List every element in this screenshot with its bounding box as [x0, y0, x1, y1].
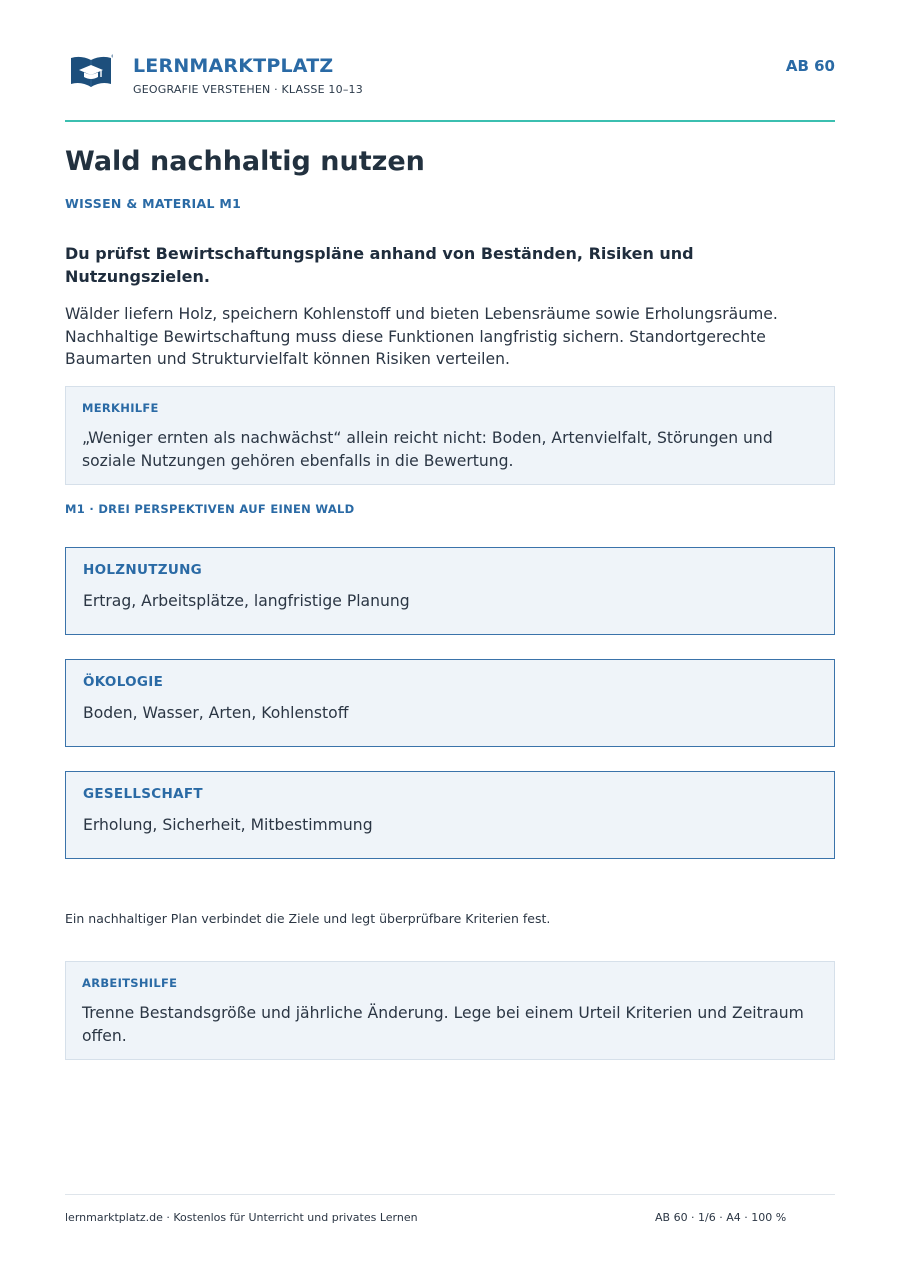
card-title: HOLZNUTZUNG — [83, 562, 203, 578]
footer-site-link: lernmarktplatz.de · Kostenlos für Unterricht und privates Lernen — [65, 1211, 418, 1224]
card-title: ÖKOLOGIE — [83, 674, 164, 690]
sheet-id: AB 60 — [785, 57, 835, 75]
arbeitshilfe-box — [65, 961, 835, 1060]
card-text: Erholung, Sicherheit, Mitbestimmung — [83, 816, 373, 834]
intro-text: Wälder liefern Holz, speichern Kohlenstoff und bieten Lebensräume sowie Erholungsräume. Nachhaltige Bewirtschaftung muss diese Funktionen langfristig sichern. Standortgerechte Baumarten und Strukturvielfalt können Risiken verteilen. — [65, 305, 778, 368]
summary-text: Ein nachhaltiger Plan verbindet die Ziele und legt überprüfbare Kriterien fest. — [65, 911, 551, 926]
perspective-card-gesellschaft — [65, 771, 835, 859]
brand-subtitle: GEOGRAFIE VERSTEHEN · KLASSE 10–13 — [133, 83, 363, 96]
header-divider — [65, 120, 835, 122]
arbeitshilfe-text: Trenne Bestandsgröße und jährliche Änderung. Lege bei einem Urteil Kriterien und Zeitraum offen. — [82, 1004, 804, 1045]
merkhilfe-box — [65, 386, 835, 485]
merkhilfe-text: „Weniger ernten als nachwächst“ allein reicht nicht: Boden, Artenvielfalt, Störungen und soziale Nutzungen gehören ebenfalls in die Bewertung. — [82, 429, 773, 470]
arbeitshilfe-label: ARBEITSHILFE — [82, 976, 178, 990]
perspective-card-holznutzung — [65, 547, 835, 635]
footer-divider — [65, 1194, 835, 1195]
page-header — [65, 50, 835, 100]
card-text: Boden, Wasser, Arten, Kohlenstoff — [83, 704, 349, 722]
card-title: GESELLSCHAFT — [83, 786, 203, 802]
material-label: M1 · DREI PERSPEKTIVEN AUF EINEN WALD — [65, 502, 355, 516]
footer-page-info: AB 60 · 1/6 · A4 · 100 % — [655, 1211, 787, 1224]
section-kicker: WISSEN & MATERIAL M1 — [65, 196, 242, 211]
card-text: Ertrag, Arbeitsplätze, langfristige Planung — [83, 592, 410, 610]
page-title: Wald nachhaltig nutzen — [65, 146, 425, 177]
perspective-card-oekologie — [65, 659, 835, 747]
brand-name: LERNMARKTPLATZ — [133, 55, 334, 77]
merkhilfe-label: MERKHILFE — [82, 401, 159, 415]
learning-goal: Du prüfst Bewirtschaftungspläne anhand von Beständen, Risiken und Nutzungszielen. — [65, 244, 694, 286]
graduation-cap-book-icon — [67, 52, 113, 92]
